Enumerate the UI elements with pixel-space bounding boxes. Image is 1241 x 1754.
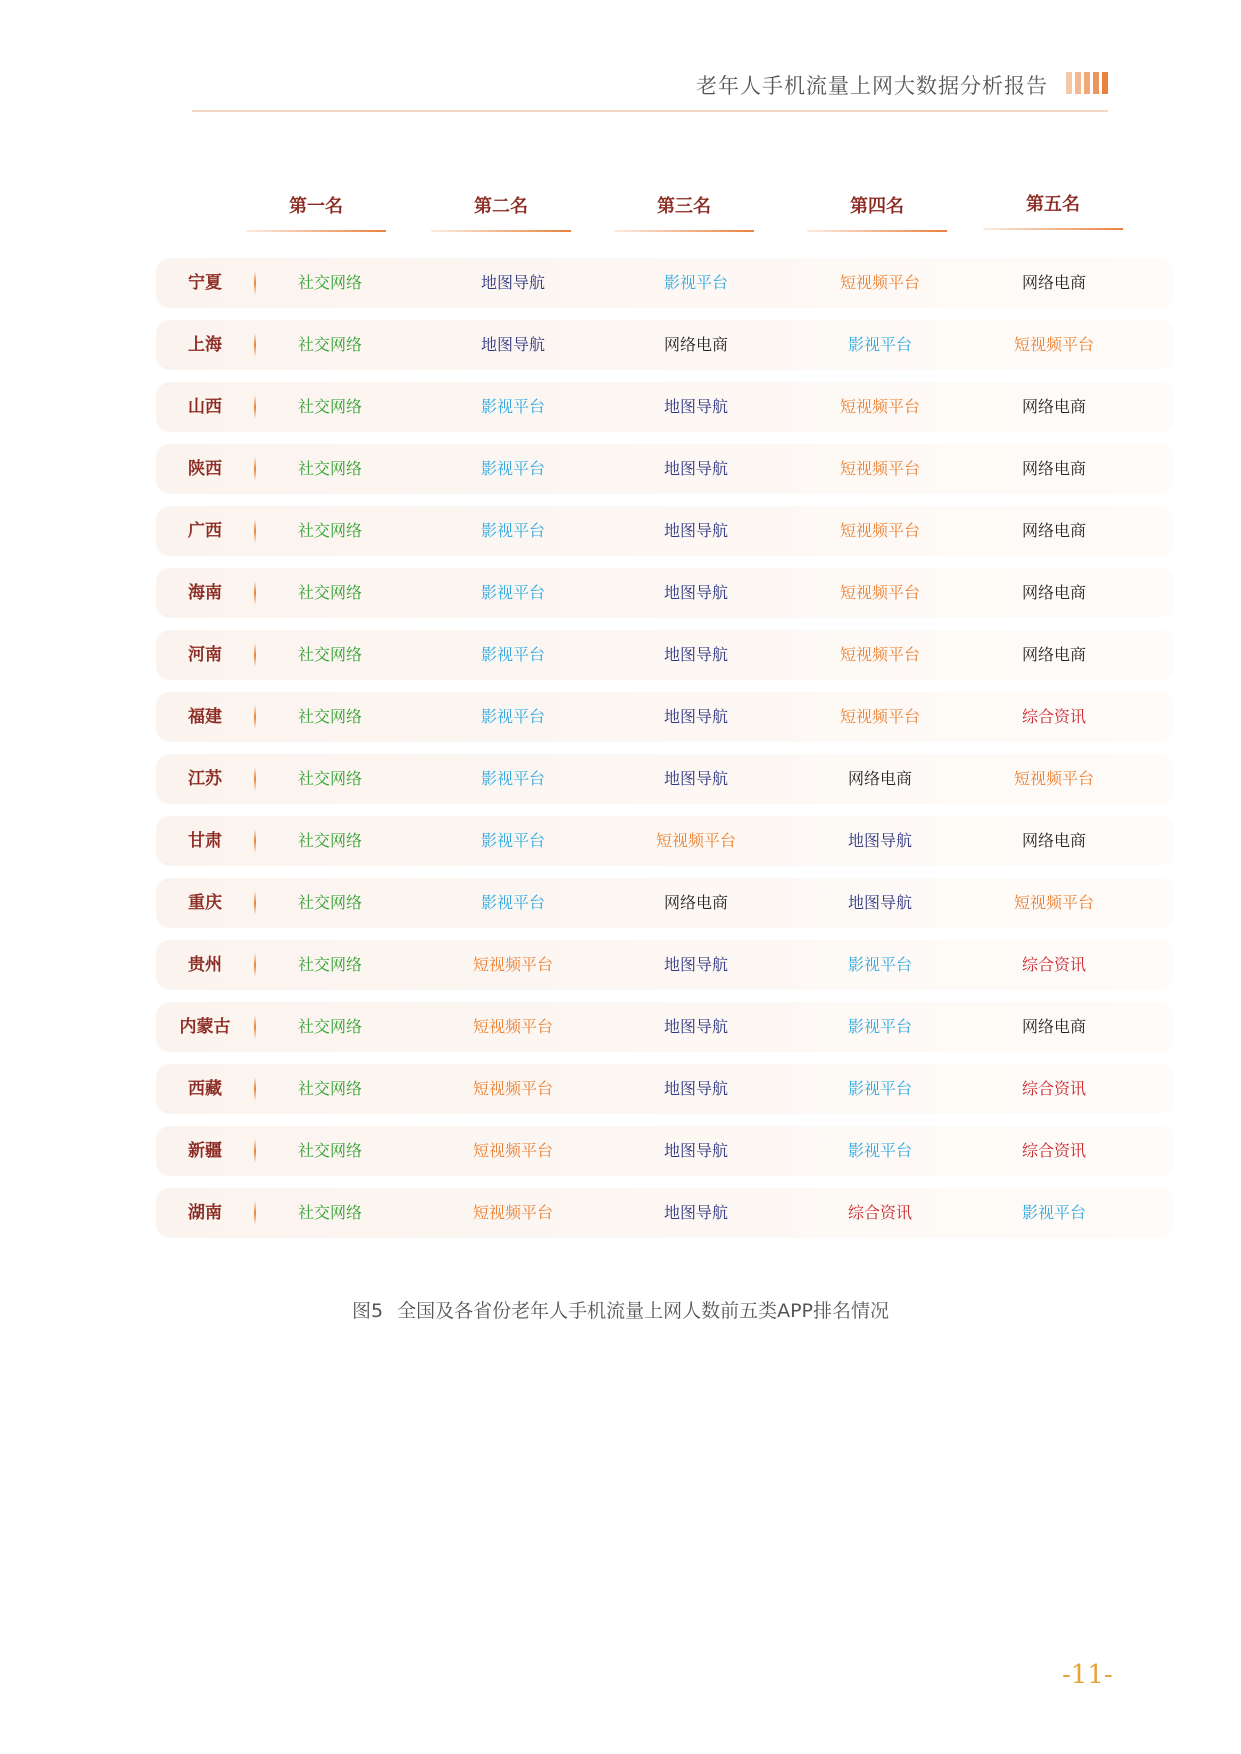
rank-cell: 影视平台	[847, 955, 912, 974]
rank-cell: 地图导航	[663, 459, 728, 478]
rank-cell: 短视频平台	[472, 955, 553, 974]
rank-cell: 影视平台	[847, 1017, 912, 1036]
rank-cell: 短视频平台	[655, 831, 736, 850]
province-label: 宁夏	[188, 273, 222, 293]
rank-cell: 社交网络	[297, 335, 362, 354]
rank-cell: 社交网络	[297, 273, 362, 292]
rank-cell: 短视频平台	[839, 397, 920, 416]
rank-cell: 社交网络	[297, 831, 362, 850]
rank-cell: 社交网络	[297, 1017, 362, 1036]
rank-cell: 短视频平台	[839, 459, 920, 478]
rank-cell: 影视平台	[480, 769, 545, 788]
table-row	[156, 1126, 1174, 1176]
rank-cell: 网络电商	[663, 893, 728, 912]
table-row	[156, 568, 1174, 618]
rank-cell: 社交网络	[297, 397, 362, 416]
rank-cell: 社交网络	[297, 583, 362, 602]
rank-cell: 社交网络	[297, 955, 362, 974]
rank-cell: 网络电商	[847, 769, 912, 788]
rank-cell: 短视频平台	[472, 1079, 553, 1098]
figure-number: 图5	[351, 1300, 384, 1322]
rank-cell: 综合资讯	[1021, 707, 1086, 726]
ranking-table	[156, 258, 1174, 1250]
province-label: 贵州	[188, 955, 222, 975]
rank-cell: 地图导航	[663, 1017, 728, 1036]
table-row	[156, 940, 1174, 990]
rank-cell: 地图导航	[663, 769, 728, 788]
rank-cell: 短视频平台	[1013, 893, 1094, 912]
rank-cell: 影视平台	[480, 707, 545, 726]
province-label: 海南	[188, 583, 222, 603]
rank-cell: 网络电商	[1021, 831, 1086, 850]
rank-cell: 社交网络	[297, 459, 362, 478]
province-label: 山西	[188, 397, 222, 417]
column-header: 第三名	[614, 192, 754, 232]
rank-cell: 短视频平台	[472, 1017, 553, 1036]
rank-cell: 短视频平台	[1013, 769, 1094, 788]
table-row	[156, 1064, 1174, 1114]
table-row	[156, 878, 1174, 928]
rank-cell: 网络电商	[1021, 521, 1086, 540]
rank-cell: 影视平台	[480, 893, 545, 912]
table-row	[156, 506, 1174, 556]
province-label: 河南	[188, 645, 222, 665]
province-label: 广西	[188, 521, 222, 541]
rank-cell: 影视平台	[847, 1079, 912, 1098]
table-row	[156, 382, 1174, 432]
column-header: 第五名	[983, 190, 1123, 230]
table-row	[156, 258, 1174, 308]
rank-cell: 社交网络	[297, 521, 362, 540]
rank-cell: 短视频平台	[839, 645, 920, 664]
rank-cell: 地图导航	[663, 1141, 728, 1160]
rank-cell: 网络电商	[1021, 273, 1086, 292]
header-bar	[1066, 72, 1072, 94]
rank-cell: 影视平台	[1021, 1203, 1086, 1222]
rank-cell: 影视平台	[480, 645, 545, 664]
rank-cell: 社交网络	[297, 1079, 362, 1098]
rank-cell: 地图导航	[663, 1203, 728, 1222]
rank-cell: 地图导航	[663, 583, 728, 602]
province-label: 福建	[188, 707, 222, 727]
province-label: 江苏	[188, 769, 222, 789]
rank-cell: 社交网络	[297, 769, 362, 788]
rank-cell: 社交网络	[297, 707, 362, 726]
rank-cell: 影视平台	[847, 1141, 912, 1160]
rank-cell: 综合资讯	[847, 1203, 912, 1222]
rank-cell: 短视频平台	[839, 583, 920, 602]
header-bar	[1075, 72, 1081, 94]
rank-cell: 短视频平台	[839, 273, 920, 292]
table-row	[156, 630, 1174, 680]
rank-cell: 短视频平台	[1013, 335, 1094, 354]
rank-cell: 网络电商	[1021, 645, 1086, 664]
rank-cell: 地图导航	[663, 521, 728, 540]
table-row	[156, 816, 1174, 866]
province-label: 重庆	[188, 893, 222, 913]
table-row	[156, 692, 1174, 742]
rank-cell: 网络电商	[1021, 1017, 1086, 1036]
province-label: 甘肃	[188, 831, 222, 851]
rank-cell: 社交网络	[297, 893, 362, 912]
rank-cell: 综合资讯	[1021, 955, 1086, 974]
table-row	[156, 320, 1174, 370]
province-label: 上海	[188, 335, 222, 355]
rank-cell: 网络电商	[1021, 397, 1086, 416]
header-bar	[1093, 72, 1099, 94]
rank-cell: 短视频平台	[472, 1141, 553, 1160]
header-bars-decoration	[1066, 72, 1108, 94]
rank-cell: 社交网络	[297, 1203, 362, 1222]
province-label: 湖南	[188, 1203, 222, 1223]
rank-cell: 影视平台	[480, 459, 545, 478]
page-number: -11-	[1062, 1660, 1113, 1690]
table-row	[156, 1002, 1174, 1052]
province-label: 西藏	[188, 1079, 222, 1099]
rank-cell: 短视频平台	[472, 1203, 553, 1222]
rank-cell: 地图导航	[480, 273, 545, 292]
page-header	[192, 60, 1108, 112]
rank-cell: 影视平台	[480, 583, 545, 602]
rank-cell: 地图导航	[663, 955, 728, 974]
province-label: 新疆	[188, 1141, 222, 1161]
rank-cell: 地图导航	[847, 831, 912, 850]
figure-caption	[0, 1296, 1241, 1323]
rank-cell: 影视平台	[480, 397, 545, 416]
rank-cell: 影视平台	[847, 335, 912, 354]
rank-cell: 影视平台	[480, 521, 545, 540]
rank-cell: 地图导航	[663, 397, 728, 416]
header-title: 老年人手机流量上网大数据分析报告	[696, 74, 1048, 98]
header-bar	[1084, 72, 1090, 94]
table-row	[156, 754, 1174, 804]
figure-caption-text: 全国及各省份老年人手机流量上网人数前五类APP排名情况	[397, 1300, 889, 1322]
rank-cell: 社交网络	[297, 1141, 362, 1160]
province-label: 内蒙古	[179, 1017, 231, 1037]
rank-cell: 网络电商	[1021, 459, 1086, 478]
column-header: 第一名	[246, 192, 386, 232]
rank-cell: 网络电商	[663, 335, 728, 354]
rank-cell: 短视频平台	[839, 707, 920, 726]
rank-cell: 短视频平台	[839, 521, 920, 540]
column-header: 第四名	[807, 192, 947, 232]
rank-cell: 影视平台	[663, 273, 728, 292]
province-label: 陕西	[188, 459, 222, 479]
rank-cell: 网络电商	[1021, 583, 1086, 602]
rank-cell: 地图导航	[663, 707, 728, 726]
table-row	[156, 1188, 1174, 1238]
table-row	[156, 444, 1174, 494]
rank-cell: 地图导航	[663, 1079, 728, 1098]
rank-cell: 社交网络	[297, 645, 362, 664]
rank-cell: 地图导航	[847, 893, 912, 912]
rank-cell: 综合资讯	[1021, 1141, 1086, 1160]
column-header: 第二名	[431, 192, 571, 232]
rank-cell: 影视平台	[480, 831, 545, 850]
header-bar	[1102, 72, 1108, 94]
rank-cell: 地图导航	[480, 335, 545, 354]
rank-cell: 地图导航	[663, 645, 728, 664]
rank-cell: 综合资讯	[1021, 1079, 1086, 1098]
